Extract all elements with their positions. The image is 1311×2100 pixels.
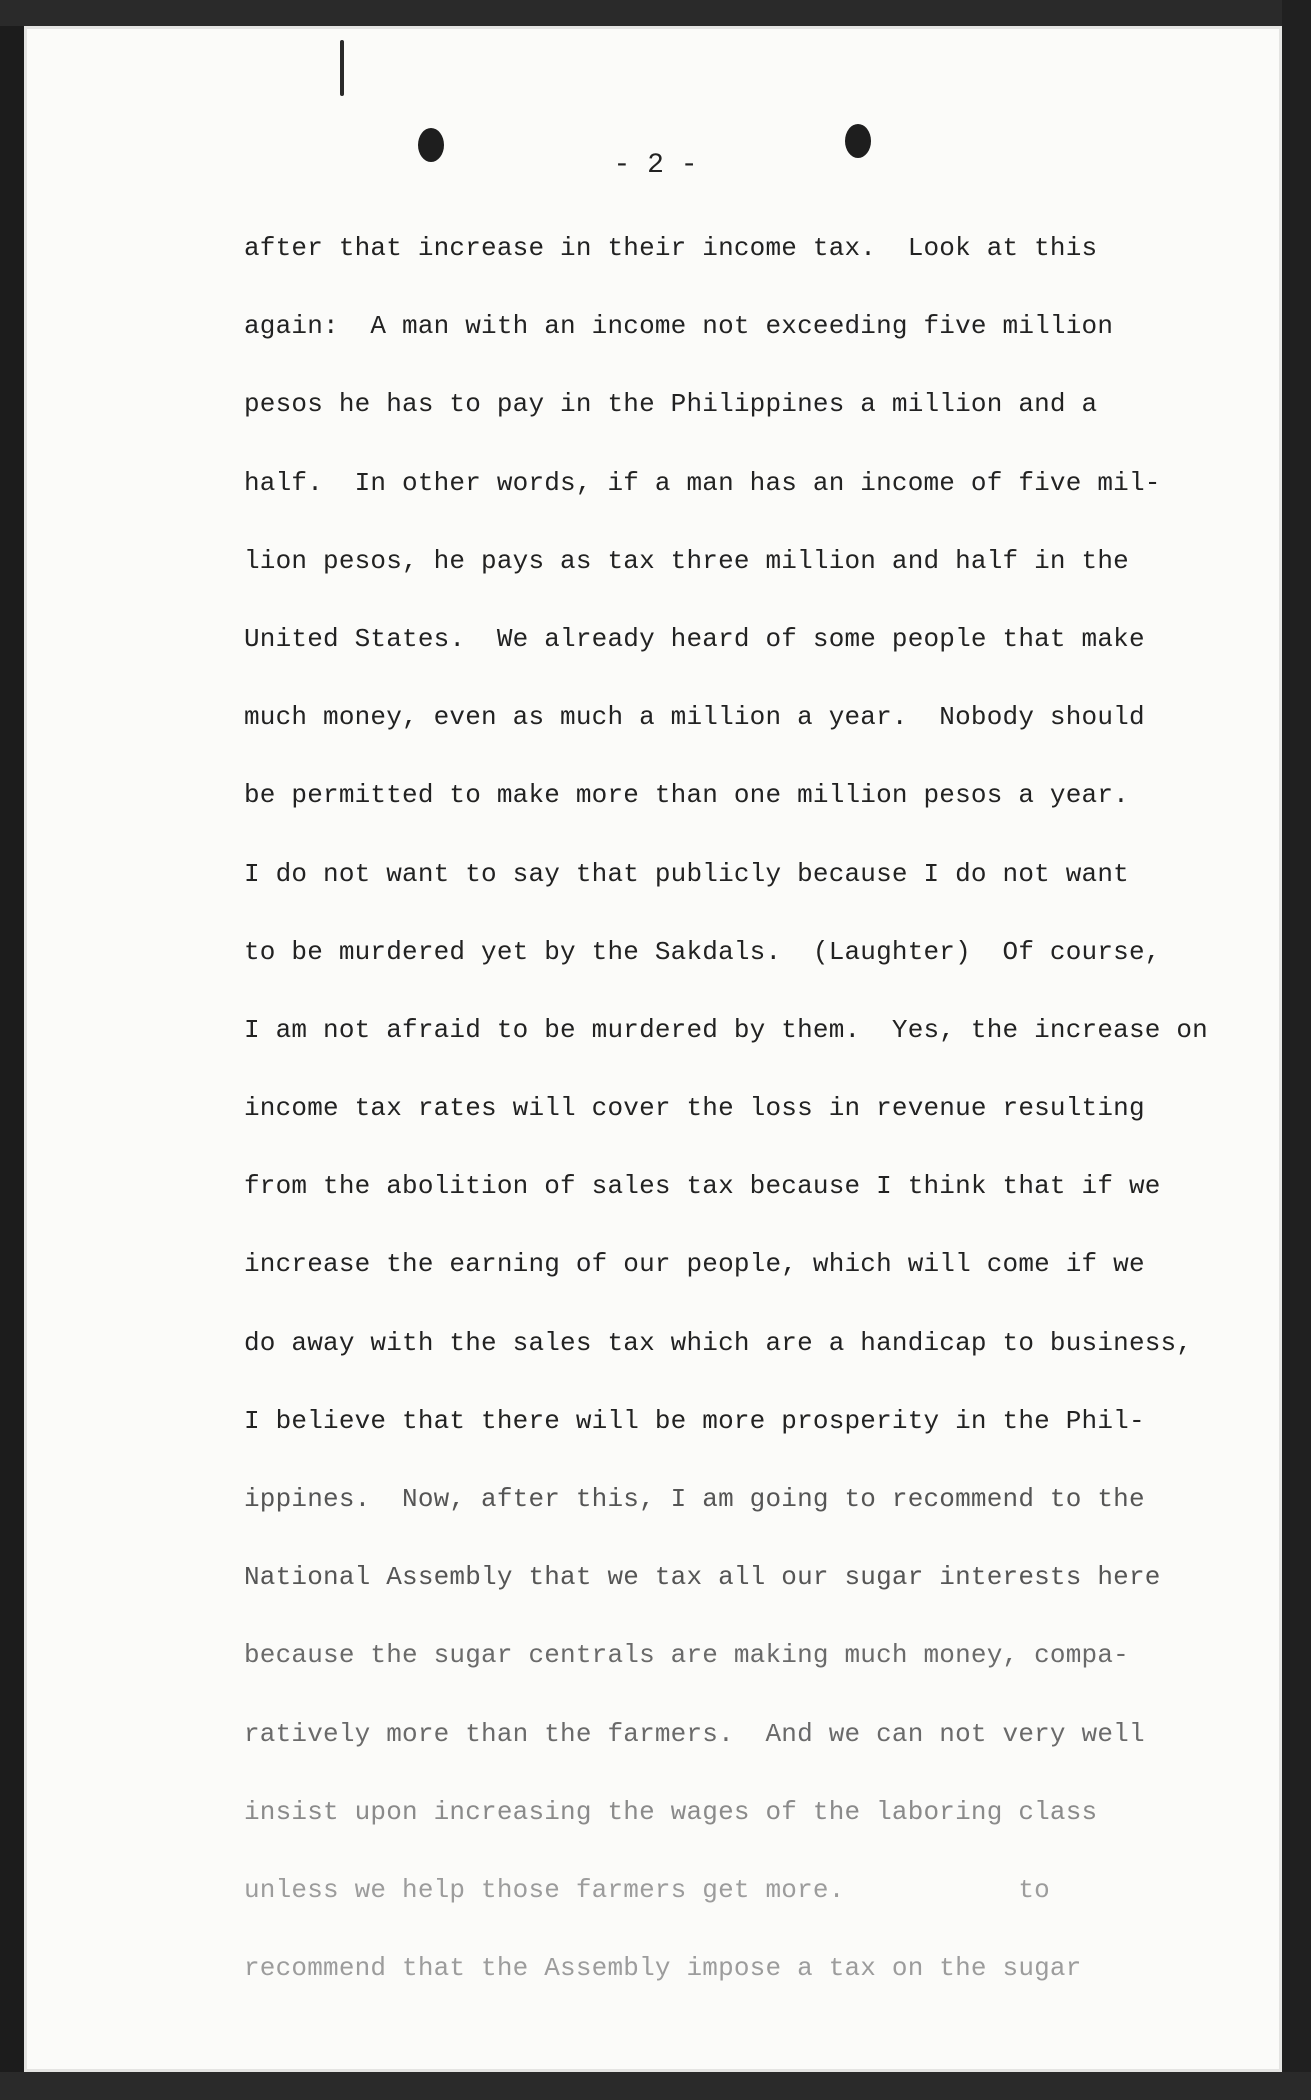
text-line: after that increase in their income tax. Look at this <box>244 233 1098 263</box>
text-line: because the sugar centrals are making much money, compa- <box>244 1640 1129 1671</box>
film-edge-bottom <box>0 2072 1311 2100</box>
text-line: increase the earning of our people, which will come if we <box>244 1249 1145 1280</box>
text-line: ratively more than the farmers. And we can not very well <box>244 1718 1145 1749</box>
text-line: pesos he has to pay in the Philippines a million and a <box>244 389 1098 420</box>
page-number: - 2 - <box>613 150 698 181</box>
typed-body-text <box>244 222 1208 2020</box>
film-edge-right <box>1282 0 1311 2100</box>
film-edge-top <box>0 0 1311 26</box>
text-line: I do not want to say that publicly because I do not want <box>244 858 1129 889</box>
text-line: insist upon increasing the wages of the laboring class <box>244 1796 1098 1827</box>
text-line: ippines. Now, after this, I am going to recommend to the <box>244 1484 1145 1514</box>
text-line: I believe that there will be more prosperity in the Phil- <box>244 1405 1145 1436</box>
text-line: to be murdered yet by the Sakdals. (Laughter) Of course, <box>244 936 1161 967</box>
text-line: much money, even as much a million a year. Nobody should <box>244 702 1145 733</box>
text-line: recommend that the Assembly impose a tax on the sugar <box>244 1953 1082 1984</box>
text-line: do away with the sales tax which are a handicap to business, <box>244 1327 1193 1358</box>
text-line: lion pesos, he pays as tax three million and half in the <box>244 545 1129 576</box>
text-line: National Assembly that we tax all our sugar interests here <box>244 1562 1161 1593</box>
text-line: again: A man with an income not exceeding five million <box>244 311 1114 342</box>
text-line: half. In other words, if a man has an income of five mil- <box>244 467 1161 498</box>
text-line: from the abolition of sales tax because I think that if we <box>244 1171 1161 1202</box>
text-line: be permitted to make more than one million pesos a year. <box>244 780 1129 811</box>
margin-mark <box>340 40 344 96</box>
text-line: unless we help those farmers get more. to <box>244 1874 1050 1905</box>
text-line: income tax rates will cover the loss in revenue resulting <box>244 1093 1145 1124</box>
text-line: I am not afraid to be murdered by them. Yes, the increase on <box>244 1014 1208 1045</box>
text-line: United States. We already heard of some people that make <box>244 623 1145 654</box>
